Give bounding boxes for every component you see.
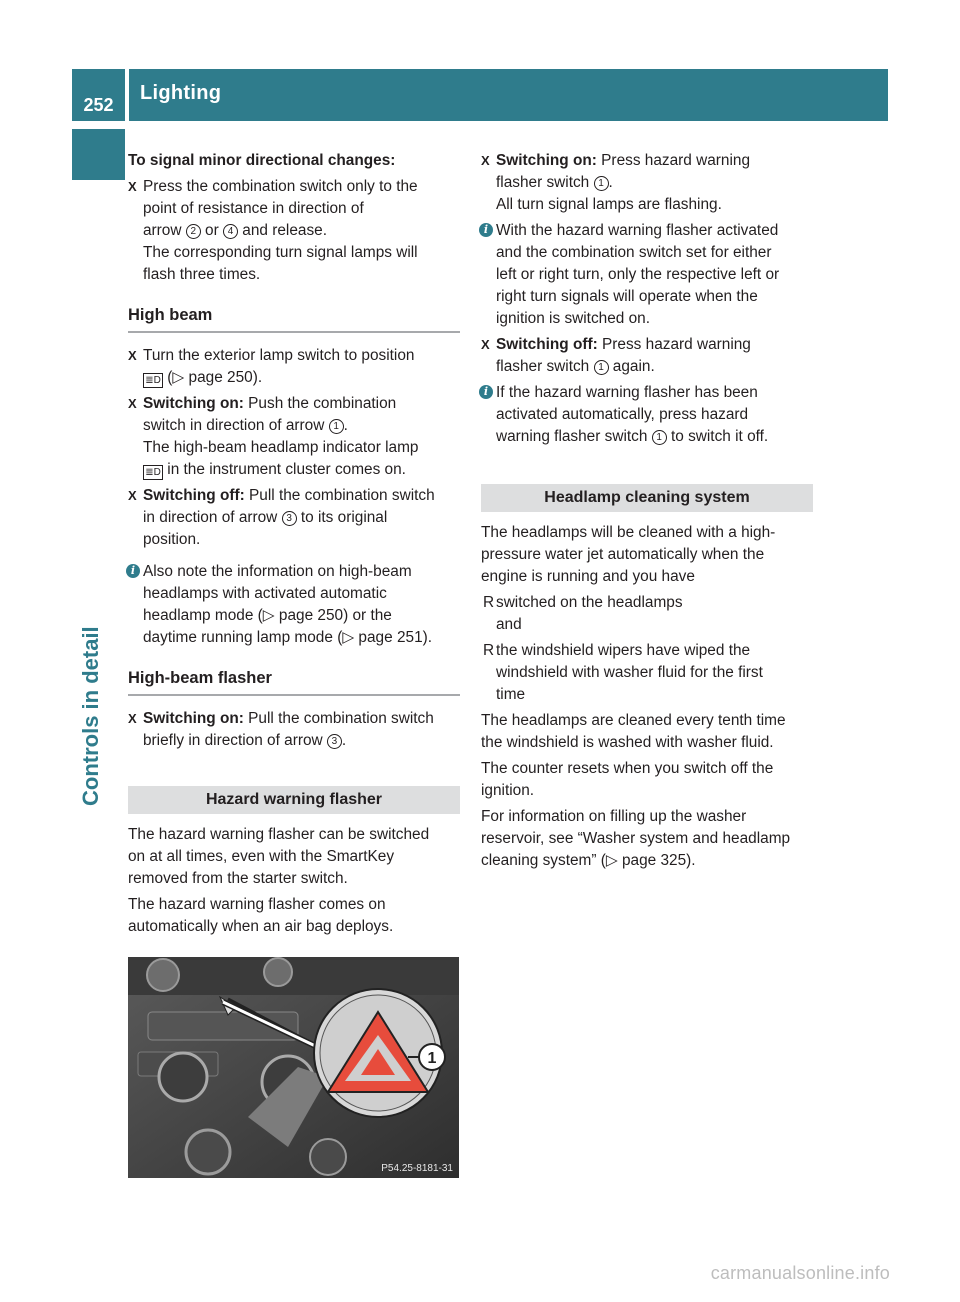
page-number: 252 <box>83 95 114 115</box>
step-arrow-icon: X <box>128 488 137 503</box>
cleaning-paragraph-4: For information on filling up the washer reservoir, see “Washer system and headlamp cleaning system” (▷ page 325). <box>481 808 791 869</box>
bullet-icon: R <box>483 594 495 611</box>
high-beam-indicator-icon: ≣D <box>143 465 163 480</box>
header-divider <box>125 69 129 121</box>
step-arrow-icon: X <box>128 348 137 363</box>
right-column <box>481 150 813 876</box>
info-icon: i <box>479 385 493 399</box>
hazard-off-step: X Switching off: Press hazard warning flasher switch 1 again. <box>481 336 751 375</box>
high-beam-step-3: X Switching off: Pull the combination switch in direction of arrow 3 to its original position. <box>128 487 435 548</box>
high-beam-flasher-step: X Switching on: Pull the combination switch briefly in direction of arrow 3 . <box>128 710 434 749</box>
dashboard-illustration <box>128 957 459 1178</box>
cleaning-paragraph-1: The headlamps will be cleaned with a high- pressure water jet automatically when the engine is running and you have <box>481 524 776 585</box>
minor-changes-heading: To signal minor directional changes: <box>128 152 396 169</box>
photo-marker-1: 1 <box>427 1050 437 1067</box>
high-beam-step-1: X Turn the exterior lamp switch to position ≣D (▷ page 250). <box>128 347 415 386</box>
step-arrow-icon: X <box>128 711 137 726</box>
info-icon: i <box>126 564 140 578</box>
step-arrow-icon: X <box>481 337 490 352</box>
marker-3: 3 <box>282 511 297 526</box>
photo-code: P54.25-8181-31 <box>381 1163 453 1174</box>
high-beam-step-2: X Switching on: Push the combination switch in direction of arrow 1 . The high-beam headlamp indicator lamp ≣D in the instrument cluster comes on. <box>128 395 419 478</box>
cleaning-paragraph-2: The headlamps are cleaned every tenth time the windshield is washed with washer fluid. <box>481 712 786 751</box>
step-arrow-icon: X <box>128 396 137 411</box>
cleaning-heading: Headlamp cleaning system <box>481 484 813 512</box>
marker-4: 4 <box>223 224 238 239</box>
marker-1: 1 <box>652 430 667 445</box>
marker-3: 3 <box>327 734 342 749</box>
high-beam-heading: High beam <box>128 300 460 333</box>
marker-1: 1 <box>329 419 344 434</box>
hazard-paragraph-2: The hazard warning flasher comes on automatically when an air bag deploys. <box>128 896 394 935</box>
step-arrow-icon: X <box>481 153 490 168</box>
marker-2: 2 <box>186 224 201 239</box>
high-beam-note: i Also note the information on high-beam headlamps with activated automatic headlamp mode (▷ page 250) or the daytime running lamp mode (▷ page 251). <box>128 561 460 649</box>
hazard-switch-photo <box>128 957 459 1178</box>
cleaning-bullet-2: R the windshield wipers have wiped the windshield with washer fluid for the first time <box>483 642 763 703</box>
hazard-note-2: i If the hazard warning flasher has been activated automatically, press hazard warning flasher switch 1 to switch it off. <box>481 382 813 448</box>
step-arrow-icon: X <box>128 179 137 194</box>
side-tab-marker <box>72 129 125 180</box>
hazard-heading: Hazard warning flasher <box>128 786 460 814</box>
bullet-icon: R <box>483 642 495 659</box>
cleaning-paragraph-3: The counter resets when you switch off the ignition. <box>481 760 774 799</box>
marker-1: 1 <box>594 176 609 191</box>
cleaning-bullet-1: R switched on the headlamps and <box>483 594 683 633</box>
info-icon: i <box>479 223 493 237</box>
high-beam-flasher-heading: High-beam flasher <box>128 663 460 696</box>
hazard-note-1: i With the hazard warning flasher activated and the combination switch set for either left or right turn, only the respective left or right turn signals will operate when the ignition is switched on. <box>481 220 813 330</box>
page-title: Lighting <box>140 82 222 104</box>
left-column <box>128 150 460 942</box>
minor-changes-step: X Press the combination switch only to the point of resistance in direction of arrow 2 or 4 and release. The corresponding turn signal lamps will flash three times. <box>128 178 418 283</box>
high-beam-lamp-icon: ≣D <box>143 373 163 388</box>
watermark: carmanualsonline.info <box>710 1263 890 1283</box>
hazard-on-step: X Switching on: Press hazard warning flasher switch 1 . All turn signal lamps are flashing. <box>481 152 751 213</box>
hazard-paragraph-1: The hazard warning flasher can be switched on at all times, even with the SmartKey removed from the starter switch. <box>128 826 430 887</box>
marker-1: 1 <box>594 360 609 375</box>
